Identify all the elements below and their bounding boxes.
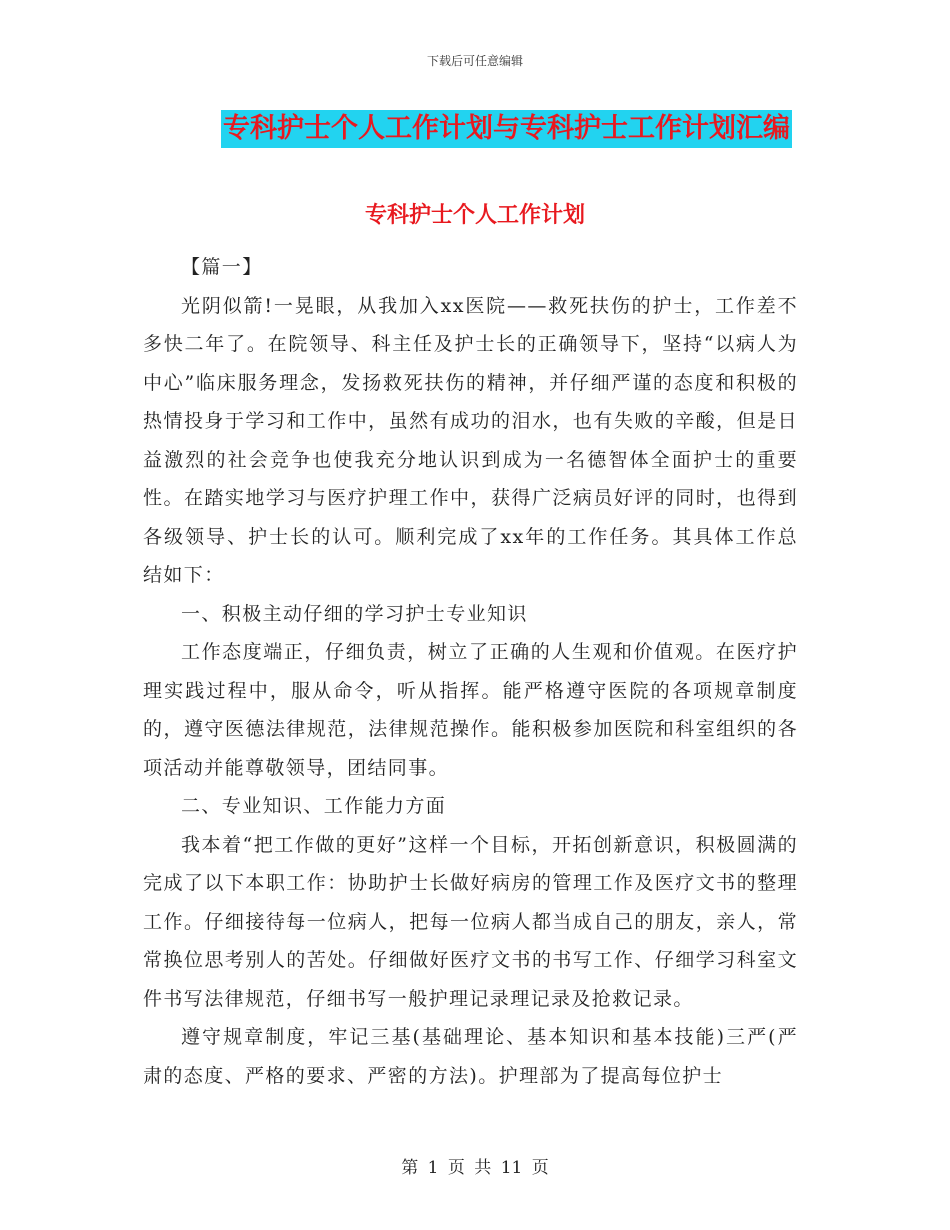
paragraph-heading: 一、积极主动仔细的学习护士专业知识 xyxy=(181,602,528,625)
paragraph-heading: 二、专业知识、工作能力方面 xyxy=(181,795,447,817)
document-title: 专科护士个人工作计划与专科护士工作计划汇编 xyxy=(221,110,792,148)
paragraph: 工作态度端正，仔细负责，树立了正确的人生观和价值观。在医疗护理实践过程中，服从命令，听从指挥。能严格遵守医院的各项规章制度的，遵守医德法律规范，法律规范操作。能积极参加医院和科室组织的各项活动并能尊敬领导，团结同事。 xyxy=(143,641,798,779)
page-number-footer: 第 1 页 共 11 页 xyxy=(401,1158,549,1178)
paragraph: 遵守规章制度，牢记三基(基础理论、基本知识和基本技能)三严(严肃的态度、严格的要求、严密的方法)。护理部为了提高每位护士 xyxy=(143,1026,798,1087)
paragraph-section-label: 【篇一】 xyxy=(181,256,263,278)
paragraph: 光阴似箭!一晃眼，从我加入xx医院——救死扶伤的护士，工作差不多快二年了。在院领导、科主任及护士长的正确领导下，坚持“以病人为中心”临床服务理念，发扬救死扶伤的精神，并仔细严谨的态度和积极的热情投身于学习和工作中，虽然有成功的泪水，也有失败的辛酸，但是日益激烈的社会竞争也使我充分地认识到成为一名德智体全面护士的重要性。在踏实地学习与医疗护理工作中，获得广泛病员好评的同时，也得到各级领导、护士长的认可。顺利完成了xx年的工作任务。其具体工作总结如下： xyxy=(143,294,798,586)
section-title: 专科护士个人工作计划 xyxy=(364,202,585,228)
document-body xyxy=(143,248,798,1095)
header-note: 下载后可任意编辑 xyxy=(426,54,523,68)
paragraph: 我本着“把工作做的更好”这样一个目标，开拓创新意识，积极圆满的完成了以下本职工作：协助护士长做好病房的管理工作及医疗文书的整理工作。仔细接待每一位病人，把每一位病人都当成自己的朋友，亲人，常常换位思考别人的苦处。仔细做好医疗文书的书写工作、仔细学习科室文件书写法律规范，仔细书写一般护理记录理记录及抢救记录。 xyxy=(143,833,798,1010)
